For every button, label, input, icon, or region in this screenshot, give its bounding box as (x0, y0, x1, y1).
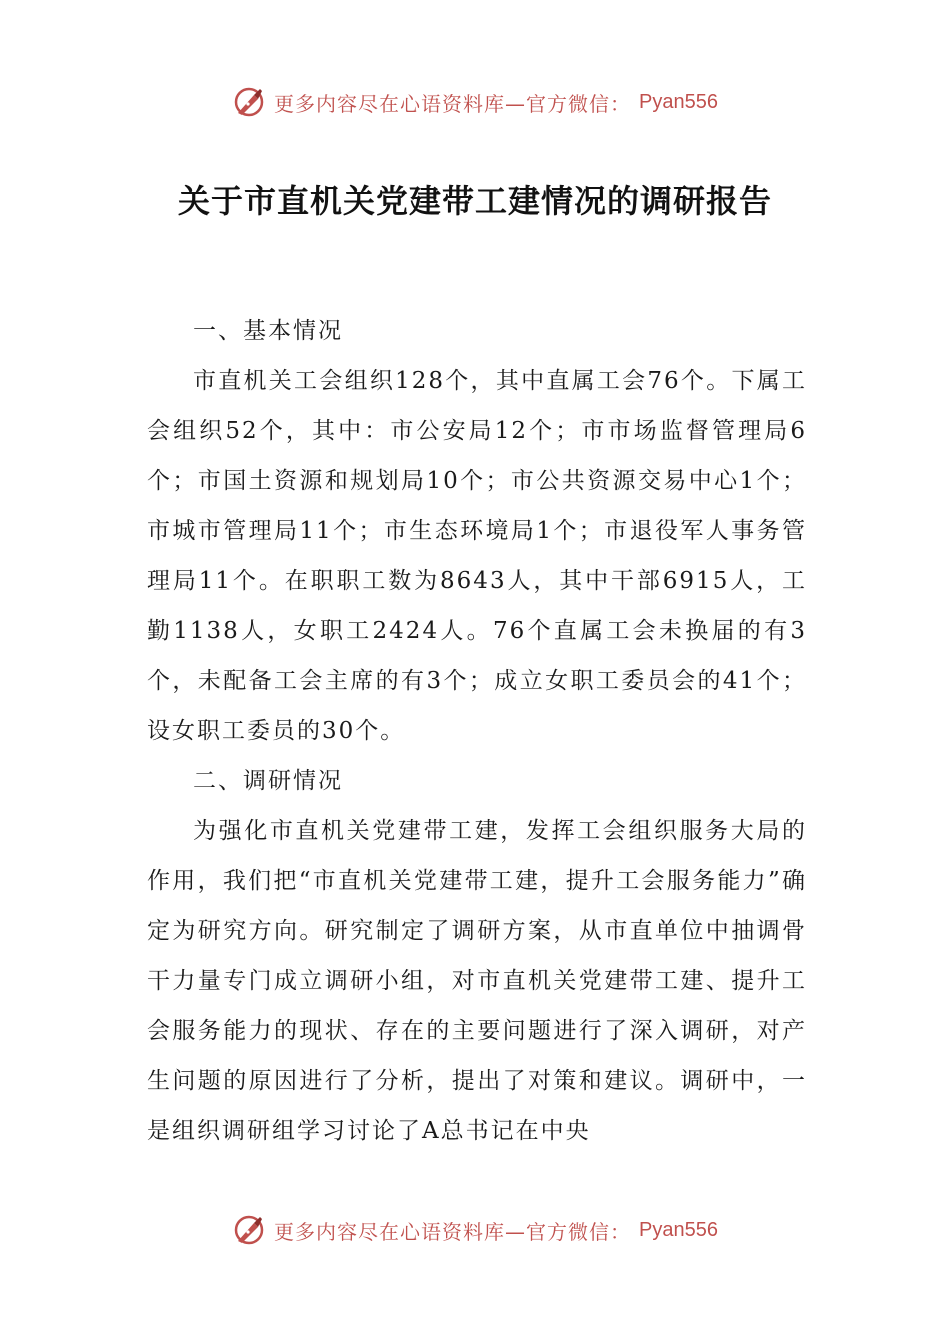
header-banner-text: 更多内容尽在心语资料库—官方微信： (274, 91, 632, 116)
footer-banner-content (232, 1213, 718, 1247)
paragraph-research-situation: 为强化市直机关党建带工建，发挥工会组织服务大局的作用，我们把“市直机关党建带工建，提升工会服务能力”确定为研究方向。研究制定了调研方案，从市直单位中抽调骨干力量专门成立调研小组，对市直机关党建带工建、提升工会服务能力的现状、存在的主要问题进行了深入调研，对产生问题的原因进行了分析，提出了对策和建议。调研中，一是组织调研组学习讨论了A总书记在中央 (147, 818, 807, 1144)
header-banner-content (232, 85, 718, 119)
header-banner-wechat-id: Pyan556 (639, 90, 718, 113)
paragraph-basic-situation: 市直机关工会组织128个，其中直属工会76个。下属工会组织52个，其中：市公安局12个；市市场监督管理局6个；市国土资源和规划局10个；市公共资源交易中心1个；市城市管理局11个；市生态环境局1个；市退役军人事务管理局11个。在职职工数为8643人，其中干部6915人，工勤1138人，女职工2424人。76个直属工会未换届的有3个，未配备工会主席的有3个；成立女职工委员会的41个；设女职工委员的30个。 (147, 368, 807, 744)
pen-nib-circle-logo-icon (232, 85, 266, 119)
document-body (147, 306, 807, 1156)
footer-banner (0, 1210, 950, 1250)
section-heading-basic-situation: 一、基本情况 (193, 318, 343, 344)
section-heading-research-situation: 二、调研情况 (193, 768, 343, 794)
document-title: 关于市直机关党建带工建情况的调研报告 (177, 182, 772, 220)
footer-banner-text: 更多内容尽在心语资料库—官方微信： (274, 1219, 632, 1244)
pen-nib-circle-logo-icon (232, 1213, 266, 1247)
footer-banner-wechat-id: Pyan556 (639, 1218, 718, 1241)
header-banner (0, 82, 950, 122)
